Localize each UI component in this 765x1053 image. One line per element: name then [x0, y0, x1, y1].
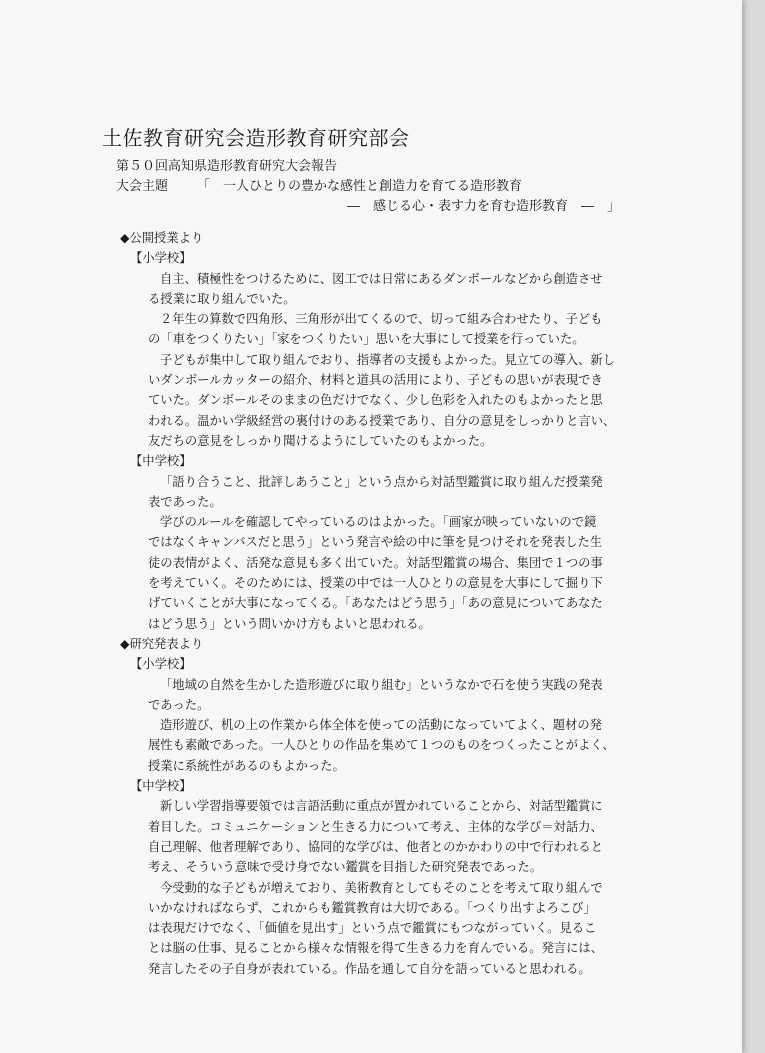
paragraph-line: 「語り合うこと、批評しあうこと」という点から対話型鑑賞に取り組んだ授業発: [160, 474, 603, 489]
paragraph-line: 自主、積極性をつけるために、図工では日常にあるダンボールなどから創造させ: [160, 271, 603, 286]
theme-line-2: ― 感じる心・表す力を育む造形教育 ― 」: [347, 199, 621, 214]
section-heading: ◆公開授業より: [120, 231, 204, 245]
paragraph-line: 友だちの意見をしっかり聞けるようにしていたのもよかった。: [148, 433, 493, 448]
document-title: 土佐教育研究会造形教育研究部会: [102, 126, 410, 150]
school-heading: 【中学校】: [130, 779, 192, 794]
paragraph-line: いダンボールカッターの紹介、材料と道具の活用により、子どもの思いが表現でき: [148, 373, 603, 388]
report-subtitle: 第５０回高知県造形教育研究大会報告: [116, 159, 338, 174]
paragraph-line: は表現だけでなく、「価値を見出す」という点で鑑賞にもつながっていく。見るこ: [148, 921, 597, 936]
paragraph-line: 発言したその子自身が表れている。作品を通して自分を語っていると思われる。: [148, 961, 591, 976]
school-heading: 【小学校】: [130, 657, 192, 672]
school-heading: 【小学校】: [130, 251, 192, 266]
paragraph-line: 子どもが集中して取り組んでおり、指導者の支援もよかった。見立ての導入、新し: [160, 352, 615, 367]
paragraph-line: を考えていく。そのためには、授業の中では一人ひとりの意見を大事にして掘り下: [148, 576, 603, 591]
paragraph-line: 造形遊び、机の上の作業から体全体を使っての活動になっていてよく、題材の発: [160, 718, 602, 733]
paragraph-line: いかなければならず、これからも鑑賞教育は大切である。「つくり出すよろこび」: [148, 900, 596, 915]
paragraph-line: 「地域の自然を生かした造形遊びに取り組む」というなかで石を使う実践の発表: [160, 677, 603, 692]
paragraph-line: げていくことが大事になってくる。「あなたはどう思う」「あの意見についてあなた: [148, 596, 603, 611]
paragraph-line: 自己理解、他者理解であり、協同的な学びは、他者とのかかわりの中で行われると: [148, 839, 603, 854]
paragraph-line: 新しい学習指導要領では言語活動に重点が置かれていることから、対話型鑑賞に: [160, 799, 603, 814]
paragraph-line: の「車をつくりたい」「家をつくりたい」思いを大事にして授業を行っていた。: [148, 332, 585, 347]
theme-label: 大会主題: [116, 179, 169, 194]
paragraph-line: はどう思う」という問いかけ方もよいと思われる。: [148, 616, 431, 631]
theme-line-1: 「 一人ひとりの豊かな感性と創造力を育てる造形教育: [197, 179, 523, 194]
paragraph-line: る授業に取り組んでいた。: [148, 291, 296, 306]
paragraph-line: であった。: [148, 697, 210, 712]
paragraph-line: ていた。ダンボールそのままの色だけでなく、少し色彩を入れたのもよかったと思: [148, 393, 603, 408]
paragraph-line: われる。温かい学級経営の裏付けのある授業であり、自分の意見をしっかりと言い、: [148, 413, 616, 428]
paragraph-line: ではなくキャンバスだと思う」という発言や絵の中に筆を見つけそれを発表した生: [148, 535, 603, 550]
report-body: [108, 228, 648, 979]
section-heading: ◆研究発表より: [120, 636, 204, 651]
paragraph-line: 学びのルールを確認してやっているのはよかった。「画家が映っていないので鏡: [160, 515, 597, 530]
paragraph-line: とは脳の仕事、見ることから様々な情報を得て生きる力を育んでいる。発言には、: [148, 941, 603, 956]
paragraph-line: 着目した。コミュニケーションと生きる力について考え、主体的な学び＝対話力、: [148, 819, 603, 834]
school-heading: 【中学校】: [130, 454, 192, 469]
paragraph-line: ２年生の算数で四角形、三角形が出てくるので、切って組み合わせたり、子ども: [160, 312, 603, 327]
paragraph-line: 表であった。: [148, 494, 222, 509]
paragraph-line: 今受動的な子どもが増えており、美術教育としてもそのことを考えて取り組んで: [160, 880, 603, 895]
paragraph-line: 授業に系統性があるのもよかった。: [148, 758, 345, 773]
paragraph-line: 徒の表情がよく、活発な意見も多く出ていた。対話型鑑賞の場合、集団で１つの事: [148, 555, 603, 570]
paragraph-line: 展性も素敵であった。一人ひとりの作品を集めて１つのものをつくったことがよく、: [148, 738, 615, 753]
paragraph-line: 考え、そういう意味で受け身でない鑑賞を目指した研究発表であった。: [148, 860, 543, 875]
